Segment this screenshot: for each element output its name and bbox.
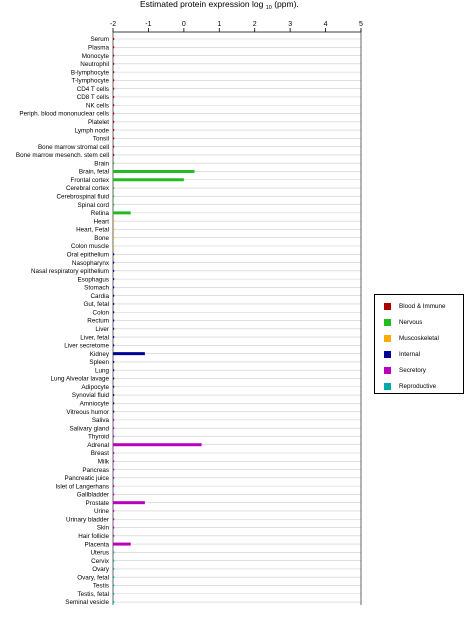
category-label-spinal-cord: Spinal cord [77, 201, 109, 209]
category-label-t-lymphocyte: T-lymphocyte [71, 77, 109, 85]
chart-title-suffix: (ppm). [274, 0, 299, 9]
row-marker-liver-secretome [113, 344, 114, 346]
x-tick-label: 4 [323, 21, 328, 28]
svg-text:Estimated protein expression l [140, 0, 299, 11]
row-marker-spleen [113, 361, 114, 363]
category-label-testis: Testis [92, 582, 109, 590]
grid [113, 39, 361, 602]
row-marker-bone-marrow-mesench-stem-cell [113, 154, 114, 156]
category-label-adipocyte: Adipocyte [81, 383, 109, 391]
row-marker-nk-cells [113, 104, 114, 106]
category-label-heart-fetal: Heart, Fetal [76, 226, 109, 234]
category-label-platelet: Platelet [87, 119, 109, 126]
category-label-islet-of-langerhans: Islet of Langerhans [55, 483, 109, 491]
row-marker-platelet [113, 121, 114, 123]
category-label-heart: Heart [93, 218, 109, 226]
row-marker-gallbladder [113, 493, 114, 495]
chart-title [140, 0, 299, 11]
category-label-placenta: Placenta [84, 541, 109, 549]
bar-frontal-cortex [113, 178, 184, 181]
category-label-spleen: Spleen [89, 359, 109, 367]
row-marker-gut-fetal [113, 303, 114, 305]
row-marker-ovary [113, 568, 114, 570]
row-marker-cerebral-cortex [113, 187, 114, 189]
legend-label: Nervous [399, 318, 423, 326]
category-label-amniocyte: Amniocyte [79, 400, 109, 408]
category-label-gallbladder: Gallbladder [76, 491, 109, 499]
row-marker-brain [113, 162, 114, 164]
row-marker-urinary-bladder [113, 518, 114, 520]
category-label-plasma: Plasma [88, 44, 109, 52]
row-marker-adipocyte [113, 386, 114, 388]
legend-label: Internal [399, 350, 421, 358]
legend-label: Blood & Immune [399, 302, 446, 310]
row-marker-esophagus [113, 278, 114, 280]
row-marker-urine [113, 510, 114, 512]
legend-item-reproductive [384, 381, 436, 391]
category-label-hair-follicle: Hair follicle [78, 533, 109, 540]
row-marker-monocyte [113, 55, 114, 57]
x-axis [110, 21, 363, 605]
row-marker-b-lymphocyte [113, 71, 114, 73]
bar-retina [113, 211, 131, 214]
row-marker-cd4-t-cells [113, 88, 114, 90]
category-label-milk: Milk [97, 458, 109, 466]
category-label-saliva: Saliva [91, 417, 109, 425]
row-marker-liver-fetal [113, 336, 114, 338]
bar-prostate [113, 501, 145, 504]
legend [374, 294, 464, 394]
row-marker-cervix [113, 560, 114, 562]
row-marker-cd8-t-cells [113, 96, 114, 98]
bar-adrenal [113, 443, 202, 446]
row-marker-heart [113, 220, 114, 222]
row-marker-serum [113, 38, 114, 40]
row-marker-pancreatic-juice [113, 477, 114, 479]
row-marker-colon-muscle [113, 245, 114, 247]
x-tick-label: 0 [181, 21, 186, 28]
row-marker-amniocyte [113, 402, 114, 404]
legend-item-secretory [384, 365, 426, 375]
category-label-cerebral-cortex: Cerebral cortex [65, 185, 109, 193]
category-label-uterus: Uterus [90, 549, 109, 557]
category-label-breast: Breast [90, 450, 109, 458]
row-marker-rectum [113, 320, 114, 322]
bar-kidney [113, 352, 145, 355]
category-label-oral-epithelium: Oral epithelium [66, 251, 109, 259]
category-label-pancreatic-juice: Pancreatic juice [64, 475, 109, 483]
legend-item-nervous [384, 317, 422, 327]
row-marker-pancreas [113, 469, 114, 471]
category-label-vitreous-humor: Vitreous humor [66, 408, 109, 416]
category-label-stomach: Stomach [84, 284, 109, 292]
row-marker-t-lymphocyte [113, 79, 114, 81]
chart-title-prefix: Estimated protein expression log [140, 0, 264, 9]
category-label-serum: Serum [90, 36, 109, 44]
row-marker-salivary-gland [113, 427, 114, 429]
row-marker-cerebrospinal-fluid [113, 195, 114, 197]
category-label-gut-fetal: Gut, fetal [83, 301, 109, 309]
category-label-seminal-vesicle: Seminal vesicle [65, 599, 109, 607]
category-label-nk-cells: NK cells [85, 102, 109, 110]
row-marker-lung [113, 369, 114, 371]
category-label-nasopharynx: Nasopharynx [71, 259, 109, 267]
category-label-liver: Liver [95, 326, 109, 333]
row-marker-vitreous-humor [113, 411, 114, 413]
category-label-pancreas: Pancreas [82, 466, 109, 474]
category-label-liver-secretome: Liver secretome [64, 342, 109, 350]
row-marker-testis-fetal [113, 593, 114, 595]
row-marker-synovial-fluid [113, 394, 114, 396]
category-label-urinary-bladder: Urinary bladder [65, 516, 109, 524]
legend-item-internal [384, 349, 420, 359]
legend-swatch [384, 319, 391, 326]
category-label-testis-fetal: Testis, fetal [77, 590, 109, 598]
row-marker-bone-marrow-stromal-cell [113, 146, 114, 148]
category-label-periph-blood-mononuclear-cells: Periph. blood mononuclear cells [19, 110, 109, 118]
x-tick-label: 2 [252, 21, 257, 28]
category-label-salivary-gland: Salivary gland [69, 425, 109, 433]
row-marker-lymph-node [113, 129, 114, 131]
bar-brain-fetal [113, 170, 194, 173]
category-label-skin: Skin [96, 524, 109, 532]
category-label-neutrophil: Neutrophil [80, 61, 109, 69]
category-label-lung-alveolar-lavage: Lung Alveolar lavage [50, 375, 109, 383]
category-label-cd8-t-cells: CD8 T cells [76, 94, 109, 102]
legend-label: Secretory [399, 366, 426, 374]
category-label-adrenal: Adrenal [87, 441, 109, 449]
x-tick-label: 5 [359, 21, 363, 28]
row-marker-saliva [113, 419, 114, 421]
category-label-brain-fetal: Brain, fetal [78, 168, 109, 176]
category-label-bone: Bone [94, 234, 109, 242]
row-marker-thyroid [113, 435, 114, 437]
category-label-lymph-node: Lymph node [74, 127, 109, 135]
category-label-bone-marrow-stromal-cell: Bone marrow stromal cell [37, 143, 109, 151]
category-label-colon-muscle: Colon muscle [70, 243, 109, 251]
legend-swatch [384, 383, 391, 390]
row-marker-lung-alveolar-lavage [113, 377, 114, 379]
category-label-b-lymphocyte: B-lymphocyte [70, 69, 109, 77]
row-marker-nasopharynx [113, 262, 114, 264]
legend-label: Muscoskeletal [399, 334, 439, 342]
row-marker-cardia [113, 295, 114, 297]
category-label-lung: Lung [94, 367, 109, 375]
row-marker-milk [113, 460, 114, 462]
row-marker-colon [113, 311, 114, 313]
category-label-kidney: Kidney [89, 350, 109, 358]
row-marker-oral-epithelium [113, 253, 114, 255]
category-label-cervix: Cervix [91, 557, 109, 565]
category-label-cerebrospinal-fluid: Cerebrospinal fluid [56, 193, 109, 201]
row-marker-plasma [113, 46, 114, 48]
row-marker-heart-fetal [113, 228, 114, 230]
category-label-thyroid: Thyroid [88, 433, 109, 441]
legend-label: Reproductive [399, 382, 437, 390]
row-marker-testis [113, 584, 114, 586]
category-label-liver-fetal: Liver, fetal [80, 334, 109, 342]
category-labels [16, 36, 110, 606]
category-label-urine: Urine [93, 508, 109, 516]
row-marker-stomach [113, 286, 114, 288]
category-label-rectum: Rectum [87, 317, 109, 325]
x-tick-label: -2 [109, 21, 117, 28]
row-marker-seminal-vesicle [113, 601, 114, 603]
chart-title-subscript: 10 [265, 5, 272, 11]
x-tick-label: 1 [217, 21, 222, 28]
category-label-frontal-cortex: Frontal cortex [70, 176, 109, 184]
category-label-cardia: Cardia [90, 292, 109, 300]
row-marker-ovary-fetal [113, 576, 114, 578]
row-marker-spinal-cord [113, 204, 114, 206]
row-marker-hair-follicle [113, 535, 114, 537]
category-label-retina: Retina [90, 210, 109, 218]
category-label-ovary: Ovary [92, 566, 109, 574]
category-label-prostate: Prostate [85, 499, 109, 507]
legend-item-muscoskeletal [384, 333, 439, 343]
legend-swatch [384, 303, 391, 310]
category-label-synovial-fluid: Synovial fluid [71, 392, 109, 400]
category-label-monocyte: Monocyte [81, 52, 109, 60]
row-marker-islet-of-langerhans [113, 485, 114, 487]
category-label-nasal-respiratory-epithelium: Nasal respiratory epithelium [30, 268, 109, 276]
category-label-bone-marrow-mesench-stem-cell: Bone marrow mesench. stem cell [15, 152, 109, 160]
legend-swatch [384, 351, 391, 358]
x-tick-label: 3 [288, 21, 293, 28]
row-marker-neutrophil [113, 63, 114, 65]
row-marker-uterus [113, 551, 114, 553]
row-marker-periph-blood-mononuclear-cells [113, 113, 114, 115]
category-label-tonsil: Tonsil [92, 135, 109, 143]
category-label-colon: Colon [92, 309, 109, 317]
row-marker-skin [113, 527, 114, 529]
row-marker-breast [113, 452, 114, 454]
category-label-cd4-t-cells: CD4 T cells [76, 85, 109, 93]
row-marker-bone [113, 237, 114, 239]
bar-placenta [113, 543, 131, 546]
category-label-ovary-fetal: Ovary, fetal [77, 574, 109, 582]
legend-swatch [384, 335, 391, 342]
legend-swatch [384, 367, 391, 374]
category-label-brain: Brain [94, 160, 109, 168]
x-tick-label: -1 [145, 21, 152, 28]
category-label-esophagus: Esophagus [77, 276, 109, 284]
row-marker-liver [113, 328, 114, 330]
row-marker-nasal-respiratory-epithelium [113, 270, 114, 272]
legend-item-blood-immune [384, 301, 446, 311]
row-marker-tonsil [113, 137, 114, 139]
